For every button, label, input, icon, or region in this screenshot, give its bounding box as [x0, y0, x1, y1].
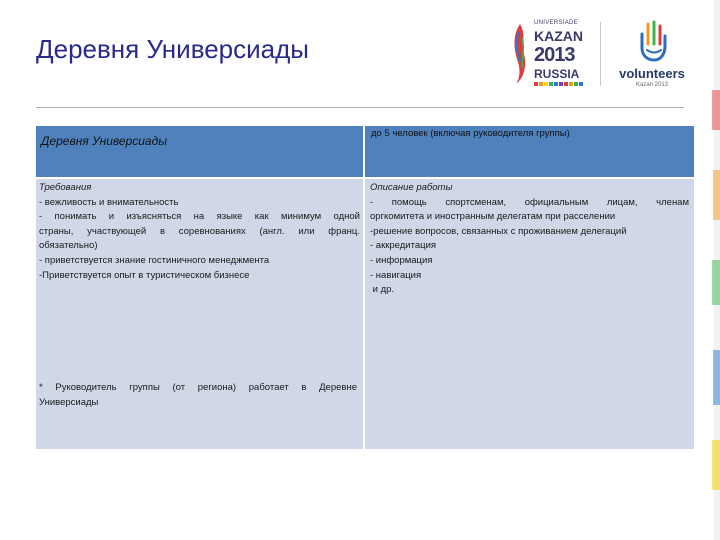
slide-title: Деревня Универсиады — [36, 34, 309, 64]
requirements-heading: Требования — [39, 182, 92, 193]
duty-line: - информация — [370, 254, 433, 266]
flame-icon — [510, 22, 530, 86]
duties-heading: Описание работы — [370, 182, 453, 193]
requirements-cell — [36, 179, 363, 449]
color-stripes — [534, 82, 583, 86]
duty-line: - помощь спортсменам, официальным лицам, членам — [370, 196, 689, 208]
color-stripe — [549, 82, 553, 86]
duty-line: - навигация — [370, 269, 422, 281]
kazan-label: KAZAN — [534, 28, 583, 44]
requirement-line: обязательно) — [39, 240, 98, 252]
requirement-line: - приветствуется знание гостиничного менеджмента — [39, 254, 270, 266]
duty-line: -решение вопросов, связанных с проживанием делегаций — [370, 225, 627, 237]
requirement-line: - вежливость и внимательность — [39, 196, 179, 208]
decorative-edge — [708, 0, 720, 540]
volunteers-label: volunteers — [619, 66, 685, 81]
duty-line: оргкомитета и иностранным делегатам при расселении — [370, 211, 616, 223]
duties-cell — [365, 179, 694, 449]
russia-label: RUSSIA — [534, 67, 580, 81]
color-stripe — [569, 82, 573, 86]
note-line: * Руководитель группы (от региона) работает в Деревне — [39, 382, 357, 393]
requirement-line: - понимать и изъясняться на языке как минимум одной — [39, 211, 360, 223]
color-stripe — [544, 82, 548, 86]
table-header-right: до 5 человек (включая руководителя группы) — [365, 126, 694, 177]
title-divider — [36, 107, 684, 108]
color-stripe — [554, 82, 558, 86]
color-stripe — [539, 82, 543, 86]
color-stripe — [574, 82, 578, 86]
universiade-logo — [510, 18, 590, 88]
volunteers-sub-label: Kazan 2013 — [635, 82, 669, 88]
color-stripe — [579, 82, 583, 86]
universiade-label: UNIVERSIADE — [534, 20, 578, 26]
requirement-line: -Приветствуется опыт в туристическом бизнесе — [39, 269, 250, 281]
color-stripe — [559, 82, 563, 86]
group-leader-note — [39, 381, 357, 410]
year-label: 2013 — [534, 44, 575, 66]
volunteers-logo — [612, 20, 692, 90]
note-line: Универсиады — [39, 396, 99, 408]
requirement-line: страны, участвующей в соревнованиях (англ. или франц. — [39, 225, 360, 237]
hand-icon — [634, 20, 670, 62]
duty-line: и др. — [370, 284, 395, 296]
logo-divider — [600, 22, 601, 86]
duty-line: - аккредитация — [370, 240, 437, 252]
table-header-left: Деревня Универсиады — [36, 126, 363, 177]
color-stripe — [564, 82, 568, 86]
info-table — [36, 126, 694, 449]
color-stripe — [534, 82, 538, 86]
